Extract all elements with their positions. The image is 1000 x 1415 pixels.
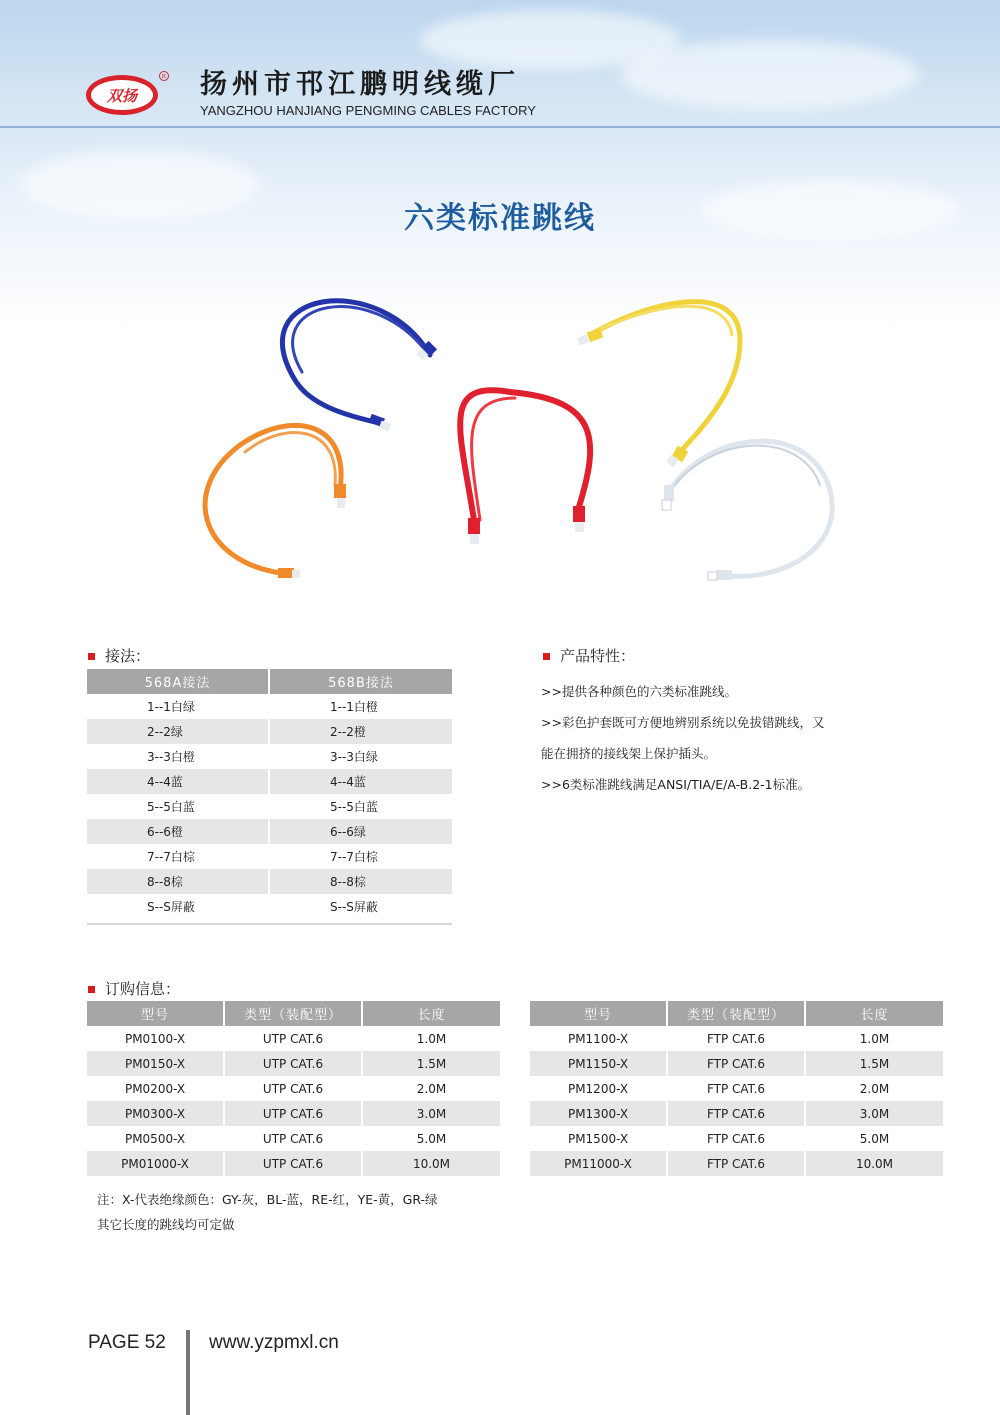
table-row (87, 1026, 500, 1051)
col-type: 类型（装配型） (224, 1001, 362, 1026)
table-cell: 2.0M (416, 1081, 447, 1096)
table-cell: PM11000-X (530, 1151, 667, 1176)
table-cell: S--S屏蔽 (87, 894, 269, 919)
table-cell: PM1500-X (530, 1126, 667, 1151)
table-cell: UTP CAT.6 (224, 1101, 362, 1126)
ordering-note-colors: 注：X-代表绝缘颜色：GY-灰，BL-蓝，RE-红，YE-黄，GR-绿 (97, 1192, 438, 1207)
col-model: 型号 (87, 1001, 224, 1026)
table-cell: FTP CAT.6 (667, 1126, 805, 1151)
feature-line: >>提供各种颜色的六类标准跳线。 (541, 684, 737, 699)
feature-line: 能在拥挤的接线架上保护插头。 (541, 746, 717, 761)
table-row (87, 869, 452, 894)
wiring-table (87, 669, 452, 919)
table-row (87, 1151, 500, 1176)
red-cable (460, 390, 590, 544)
table-cell: PM01000-X (87, 1151, 224, 1176)
table-cell: 5.0M (416, 1131, 447, 1146)
table-cell: PM0300-X (87, 1101, 224, 1126)
table-cell: PM1100-X (530, 1026, 667, 1051)
table-cell: PM1300-X (530, 1101, 667, 1126)
table-row (87, 794, 452, 819)
col-model: 型号 (530, 1001, 667, 1026)
table-cell: 5.0M (859, 1131, 890, 1146)
table-cell: FTP CAT.6 (667, 1101, 805, 1126)
table-row (87, 1101, 500, 1126)
table-cell: PM0150-X (87, 1051, 224, 1076)
table-cell: 1--1白橙 (330, 700, 378, 714)
table-cell: 1.5M (805, 1051, 943, 1076)
table-cell: 8--8棕 (269, 869, 452, 894)
white-cable (662, 441, 832, 580)
table-cell: UTP CAT.6 (224, 1151, 362, 1176)
orange-cable (205, 425, 346, 578)
bullet-icon (543, 653, 550, 660)
table-cell: PM1200-X (530, 1076, 667, 1101)
col-length: 长度 (805, 1001, 943, 1026)
header-divider (0, 126, 1000, 128)
table-cell: PM0500-X (87, 1126, 224, 1151)
ordering-table-ftp (530, 1001, 943, 1176)
features-heading: 产品特性： (543, 645, 635, 666)
wiring-heading: 接法： (88, 645, 150, 666)
patch-cables-photo (180, 280, 860, 600)
table-row (530, 1026, 943, 1051)
table-cell: S--S屏蔽 (330, 900, 378, 914)
table-cell: 6--6绿 (269, 819, 452, 844)
table-row (87, 769, 452, 794)
feature-line: >>6类标准跳线满足ANSI/TIA/E/A-B.2-1标准。 (541, 777, 811, 792)
table-row (530, 1126, 943, 1151)
col-length: 长度 (362, 1001, 500, 1026)
logo-text: 双扬 (106, 87, 138, 105)
svg-text:R: R (161, 73, 167, 81)
yellow-cable (577, 302, 740, 467)
table-row (530, 1076, 943, 1101)
table-cell: 1.0M (859, 1031, 890, 1046)
table-cell: 10.0M (362, 1151, 500, 1176)
table-cell: PM1150-X (530, 1051, 667, 1076)
table-cell: 5--5白蓝 (330, 800, 378, 814)
table-row (87, 694, 452, 719)
table-row (530, 1101, 943, 1126)
company-name-cn: 扬州市邗江鹏明线缆厂 (200, 69, 520, 100)
table-row (87, 894, 452, 919)
wiring-table-bottom-rule (87, 923, 452, 925)
ordering-note-custom: 其它长度的跳线均可定做 (97, 1217, 235, 1232)
table-cell: 2--2橙 (269, 719, 452, 744)
table-cell: PM0200-X (87, 1076, 224, 1101)
table-cell: FTP CAT.6 (667, 1051, 805, 1076)
table-cell: FTP CAT.6 (667, 1076, 805, 1101)
table-cell: PM0100-X (87, 1026, 224, 1051)
table-cell: 3--3白绿 (330, 750, 378, 764)
website-link[interactable]: www.yzpmxl.cn (209, 1332, 339, 1353)
wiring-col-568b: 568B接法 (269, 669, 452, 694)
table-row (87, 1051, 500, 1076)
footer-divider (186, 1330, 190, 1415)
wiring-col-568a: 568A接法 (87, 669, 269, 694)
table-cell: 1.0M (416, 1031, 447, 1046)
table-row (87, 719, 452, 744)
table-row (87, 744, 452, 769)
table-row (87, 1076, 500, 1101)
bullet-icon (88, 986, 95, 993)
bullet-icon (88, 653, 95, 660)
table-cell: FTP CAT.6 (667, 1026, 805, 1051)
company-name-en: YANGZHOU HANJIANG PENGMING CABLES FACTORY (200, 103, 536, 118)
page-title: 六类标准跳线 (404, 201, 596, 236)
table-cell: 6--6橙 (87, 819, 269, 844)
ordering-heading: 订购信息： (88, 978, 180, 999)
table-cell: 7--7白棕 (330, 850, 378, 864)
table-cell: 8--8棕 (87, 869, 269, 894)
table-row (530, 1051, 943, 1076)
table-cell: UTP CAT.6 (224, 1026, 362, 1051)
blue-cable (282, 301, 437, 432)
table-row (87, 819, 452, 844)
table-cell: UTP CAT.6 (224, 1076, 362, 1101)
table-cell: 7--7白棕 (87, 844, 269, 869)
table-cell: FTP CAT.6 (667, 1151, 805, 1176)
table-cell: 3.0M (362, 1101, 500, 1126)
page-number: PAGE 52 (88, 1332, 166, 1353)
table-cell: UTP CAT.6 (224, 1126, 362, 1151)
table-cell: 10.0M (805, 1151, 943, 1176)
col-type: 类型（装配型） (667, 1001, 805, 1026)
table-row (87, 1126, 500, 1151)
table-row (87, 844, 452, 869)
table-cell: 1.5M (362, 1051, 500, 1076)
table-cell: UTP CAT.6 (224, 1051, 362, 1076)
table-cell: 3.0M (805, 1101, 943, 1126)
table-cell: 2--2绿 (87, 719, 269, 744)
table-cell: 1--1白绿 (87, 694, 269, 719)
features-list (541, 676, 871, 800)
table-cell: 4--4蓝 (269, 769, 452, 794)
table-row (530, 1151, 943, 1176)
table-cell: 2.0M (859, 1081, 890, 1096)
ordering-table-utp (87, 1001, 500, 1176)
company-logo (84, 70, 170, 118)
table-cell: 5--5白蓝 (87, 794, 269, 819)
table-cell: 4--4蓝 (87, 769, 269, 794)
table-cell: 3--3白橙 (87, 744, 269, 769)
feature-line: >>彩色护套既可方便地辨别系统以免拔错跳线，又 (541, 715, 825, 730)
